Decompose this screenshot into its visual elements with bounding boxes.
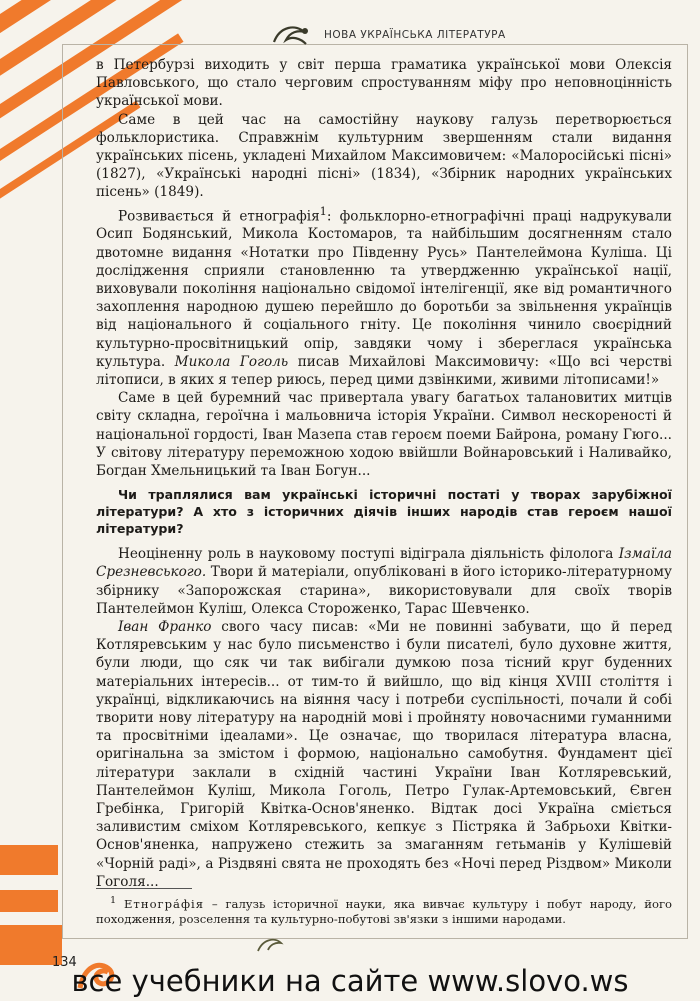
footnote-term: Етногра́фія xyxy=(123,896,205,911)
author-name: Ізмаїла Срезневського. xyxy=(96,546,672,581)
discussion-question: Чи траплялися вам українські історичні постаті у творах зарубіжної літератури? А хто з історичних діячів інших народів став героєм нашої літератури? xyxy=(96,487,672,537)
leaf-ornament-icon xyxy=(270,22,312,48)
author-name: Іван Франко xyxy=(118,619,212,636)
main-text xyxy=(96,56,672,891)
page-header xyxy=(270,22,510,48)
section-title: НОВА УКРАЇНСЬКА ЛІТЕРАТУРА xyxy=(320,29,510,41)
decor-stripe-bottom xyxy=(0,845,58,875)
page-number: 134 xyxy=(52,955,77,970)
footnote-marker: 1 xyxy=(110,895,117,906)
text-run: Неоціненну роль в науковому поступі відіграла діяльність філолога xyxy=(118,546,619,563)
footnote-text: – галузь історичної науки, яка вивчає культуру і побут народу, його походження, розселення та культурно-побутові зв'язки з іншими народами. xyxy=(96,896,673,927)
footnote-ref: 1 xyxy=(319,203,327,218)
text-run: Твори й матеріали, опубліковані в його історико-літературному збірнику «Запорожская старина», використовували для своїх творів Пантелеймон Куліш, Олекса Стороженко, Тарас Шевченко. xyxy=(96,564,672,617)
footnote xyxy=(96,893,672,928)
paragraph: в Петербурзі виходить у світ перша граматика української мови Олексія Павловського, що стало черговим спростуванням міфу про неповноцінність української мови. xyxy=(96,57,672,110)
text-run: свого часу писав: «Ми не повинні забувати, що й перед Котляревським у нас було письменство і були писателі, було духовне життя, були люди, що сяк чи так вибігали думкою поза тісний круг буденних матеріальних інтересів... от тим-то й вийшло, що від кінця XVIII століття і українці, відкликаючись на віяння часу і потреби суспільності, почали й собі творити нову літературу на народній мові і пройняту новочасними гуманними та просвітніми ідеалами». Це означає, що творилася література власна, оригінальна за змістом і формою, національно самобутня. Фундамент цієї літератури заклали в східній частині України Іван Котляревський, Пантелеймон Куліш, Микола Гоголь, Петро Гулак-Артемовський, Євген Гребінка, Григорій Квітка-Основ'яненко. Відтак досі Україна сміється заливистим сміхом Котляревського, кепкує з Пістряка й Забрьохи Квітки-Основ'яненка, напружено стежить за змаганням гетьманів у Кулішевій «Чорній раді», а Різдвяні свята не проходять без «Ночі перед Різдвом» Миколи Гоголя... xyxy=(96,619,672,890)
decor-stripe-bottom xyxy=(0,890,58,912)
paragraph xyxy=(96,618,672,891)
text-run: Розвивається й етнографія xyxy=(118,208,320,225)
paragraph xyxy=(96,202,672,390)
text-run: писав Михайлові Максимовичу: «Що всі черстві літописи, в яких я тепер риюсь, перед цими дзвінкими, живими літописами!» xyxy=(96,353,672,388)
paragraph: Саме в цей буремний час привертала увагу багатьох талановитих митців світу складна, героїчна і мальовнича історія України. Символ нескореності й національної гордості, Іван Мазепа став героєм поеми Байрона, роману Гюго... У світову літературу переможною ходою ввійшли Войнаровський і Наливайко, Богдан Хмельницький та Іван Богун... xyxy=(96,390,672,479)
text-run: : фольклорно-етнографічні праці надрукували Осип Бодянський, Микола Костомаров, та найбільшим досягненням стало двотомне видання «Нотатки про Південну Русь» Пантелеймона Куліша. Ці дослідження сприяли становленню та утвердженню української нації, виховували покоління національно свідомої інтелігенції, яке від романтичного захоплення народною душею перейшло до боротьби за звільнення українців від національного й соціального гніту. Це покоління чинило своєрідний культурно-просвітницький опір, завдяки чому і збереглася українська культура. xyxy=(96,208,672,370)
leaf-ornament-icon xyxy=(255,935,285,955)
author-name: Микола Гоголь xyxy=(174,353,289,370)
footnote-divider xyxy=(96,888,192,889)
site-banner: все учебники на сайте www.slovo.ws xyxy=(71,964,629,998)
paragraph: Саме в цей час на самостійну наукову галузь перетворюється фольклористика. Справжнім культурним звершенням стали видання українських пісень, укладені Михайлом Максимовичем: «Малоросійські пісні» (1827), «Українські народні пісні» (1834), «Збірник народних українських пісень» (1849). xyxy=(96,111,672,201)
paragraph xyxy=(96,545,672,618)
